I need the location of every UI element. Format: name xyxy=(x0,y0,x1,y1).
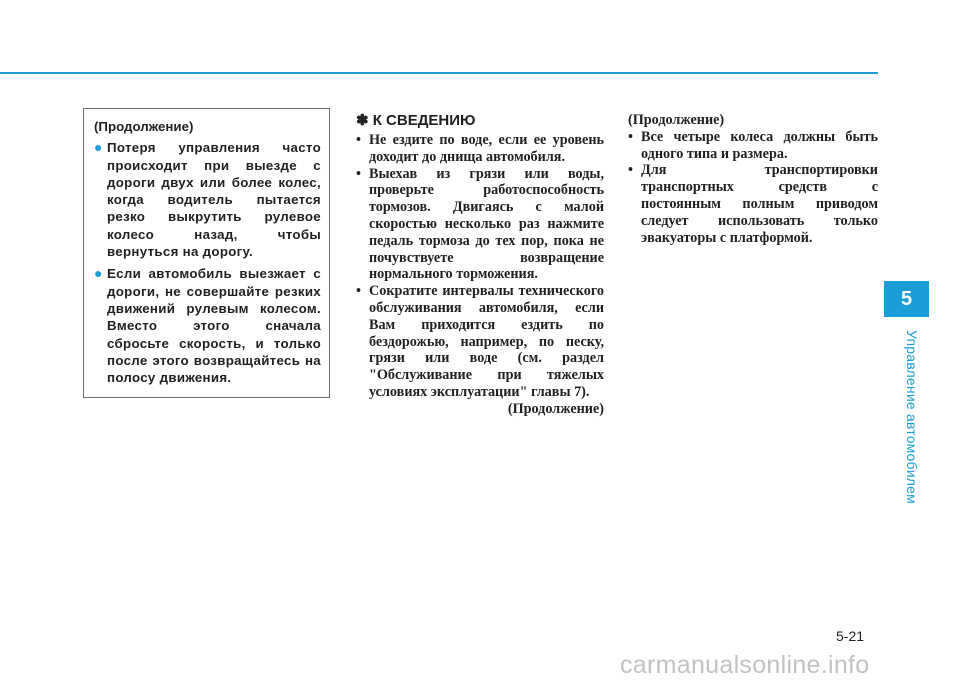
warning-item-text: Если автомобиль выезжает с дороги, не совершайте резких движений рулевым колесом. Вместо этого сначала сбросьте скорость, и только после этого возвращайтесь на полосу движения. xyxy=(107,266,321,386)
warning-item-text: Потеря управления часто происходит при выезде с дороги двух или более колес, когда водитель пытается резко выкрутить рулевое колесо назад, чтобы вернуться на дорогу. xyxy=(107,140,321,260)
warning-item xyxy=(94,139,321,260)
top-divider-line xyxy=(0,72,878,74)
bullet-icon: • xyxy=(356,283,361,300)
note-heading: ✽ К СВЕДЕНИЮ xyxy=(356,112,476,129)
chapter-number: 5 xyxy=(900,287,913,310)
right-column xyxy=(628,112,878,246)
right-item xyxy=(628,162,878,246)
bullet-icon: • xyxy=(356,132,361,148)
bullet-icon: • xyxy=(356,165,361,182)
bullet-icon: • xyxy=(628,128,633,145)
warning-box xyxy=(83,108,330,398)
right-item xyxy=(628,129,878,163)
note-item-text: Выехав из грязи или воды, проверьте работоспособность тормозов. Двигаясь с малой скоростью несколько раз нажмите педаль тормоза до тех пор, пока не почувствуете возвращение нормального торможения. xyxy=(369,165,604,283)
chapter-tab[interactable] xyxy=(884,281,929,317)
right-item-text: Для транспортировки транспортных средств с постоянным полным приводом следует использовать только эвакуаторы с платформой. xyxy=(641,162,878,246)
warning-item xyxy=(94,265,321,386)
right-continued-label: (Продолжение) xyxy=(628,112,725,128)
note-list xyxy=(356,132,604,401)
note-continued-label: (Продолжение) xyxy=(507,400,604,417)
note-item xyxy=(356,283,604,401)
bullet-icon: ● xyxy=(94,265,103,282)
right-list xyxy=(628,129,878,247)
warning-continued-label: (Продолжение) xyxy=(94,119,194,134)
bullet-icon: • xyxy=(628,162,633,179)
page-number: 5-21 xyxy=(836,628,865,644)
bullet-icon: ● xyxy=(94,139,103,156)
note-item-text: Сократите интервалы технического обслуживания автомобиля, если Вам приходится ездить по бездорожью, например, по песку, грязи или воде (см. раздел "Обслуживание при тяжелых условиях эксплуатации" главы 7). xyxy=(369,283,604,400)
note-column xyxy=(356,112,604,418)
note-item xyxy=(356,132,604,166)
warning-list xyxy=(94,139,321,386)
note-item xyxy=(356,166,604,284)
right-item-text: Все четыре колеса должны быть одного типа и размера. xyxy=(641,128,878,162)
chapter-title: Управление автомобилем xyxy=(904,330,920,504)
note-item-text: Не ездите по воде, если ее уровень доходит до днища автомобиля. xyxy=(369,132,604,165)
watermark: carmanualsonline.info xyxy=(620,651,870,679)
